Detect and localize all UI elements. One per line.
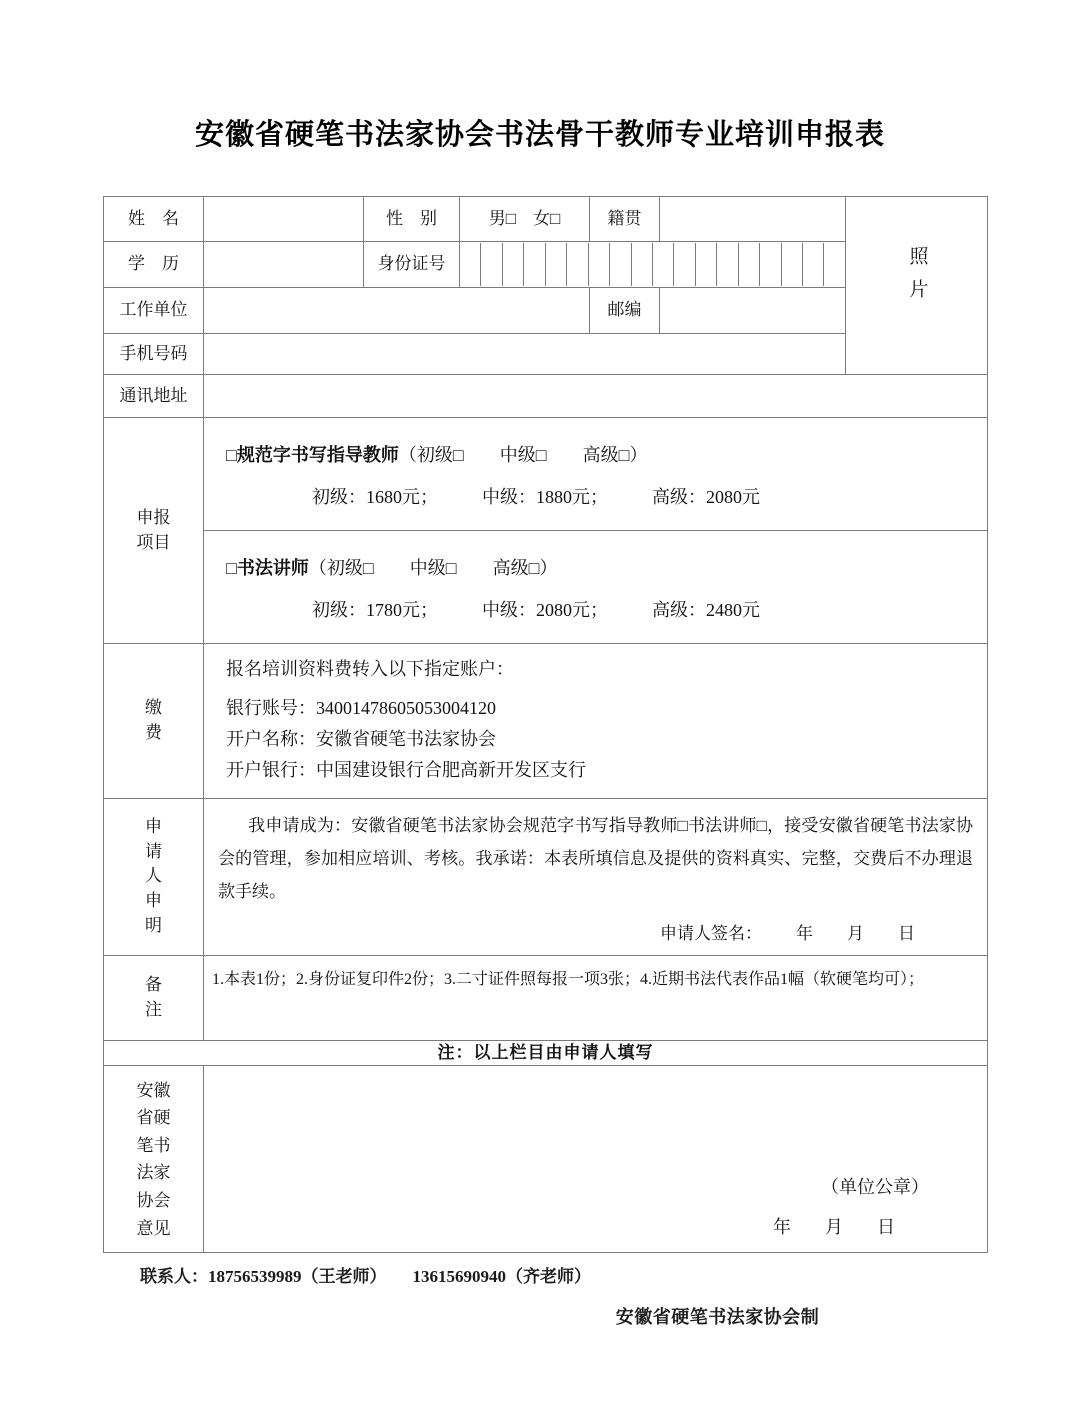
- photo-label: 照片: [906, 245, 928, 312]
- payment-cell: [204, 644, 988, 799]
- label-id-number: 身份证号: [364, 242, 460, 288]
- id-number-box[interactable]: [481, 243, 502, 286]
- id-number-box[interactable]: [460, 243, 481, 286]
- id-number-box[interactable]: [782, 243, 803, 286]
- opinion-date-line[interactable]: [773, 1214, 895, 1240]
- declaration-cell: [204, 798, 988, 955]
- photo-placeholder: [846, 197, 988, 375]
- declaration-month: 月: [847, 924, 864, 944]
- table-row-note: [104, 1040, 988, 1066]
- note-applicant-fills-above: 注：以上栏目由申请人填写: [104, 1040, 988, 1066]
- opinion-day: 日: [877, 1217, 895, 1238]
- id-number-box[interactable]: [674, 243, 695, 286]
- field-gender-options[interactable]: 男□ 女□: [460, 197, 590, 242]
- project-1-fee-primary: 初级：1680元；: [312, 487, 438, 508]
- opinion-official-stamp-label: （单位公章）: [821, 1177, 929, 1198]
- contact-phone-2: 13615690940（齐老师）: [412, 1267, 591, 1286]
- field-native-place-value[interactable]: [660, 197, 846, 242]
- project-item-1-line[interactable]: [204, 442, 987, 468]
- project-item-1-fees: [204, 484, 987, 510]
- table-row-opinion: [104, 1066, 988, 1253]
- id-number-box[interactable]: [546, 243, 567, 286]
- project-2-levels[interactable]: （初级□ 中级□ 高级□）: [308, 558, 558, 578]
- label-application-project-text: 申报 项目: [136, 507, 171, 552]
- label-gender: 性 别: [364, 197, 460, 242]
- table-row-remarks: [104, 955, 988, 1040]
- table-row-project-2: [104, 531, 988, 644]
- declaration-signature-line[interactable]: [204, 922, 987, 947]
- project-item-2-fees: [204, 597, 987, 623]
- table-row-payment: [104, 644, 988, 799]
- project-1-fee-advanced: 高级：2080元: [652, 487, 760, 508]
- label-education: 学 历: [104, 242, 204, 288]
- id-number-box[interactable]: [610, 243, 631, 286]
- id-number-box[interactable]: [653, 243, 674, 286]
- contact-phone-1: 18756539989（王老师）: [208, 1267, 387, 1286]
- id-number-box[interactable]: [760, 243, 781, 286]
- declaration-year: 年: [796, 924, 813, 944]
- remarks-cell: [204, 955, 988, 1040]
- label-association-opinion-text: 安徽 省硬 笔书 法家 协会 意见: [136, 1080, 171, 1238]
- payment-bank-name: 开户银行：中国建设银行合肥高新开发区支行: [226, 759, 586, 780]
- payment-account-name: 开户名称：安徽省硬笔书法家协会: [226, 728, 496, 749]
- payment-details: [204, 644, 987, 798]
- page-title: 安徽省硬笔书法家协会书法骨干教师专业培训申报表: [194, 119, 885, 151]
- field-postcode-value[interactable]: [660, 288, 846, 334]
- id-number-box[interactable]: [503, 243, 524, 286]
- table-row-name: [104, 197, 988, 242]
- label-address: 通讯地址: [104, 375, 204, 418]
- project-item-2-line[interactable]: [204, 555, 987, 581]
- field-id-number-boxes[interactable]: [460, 242, 846, 288]
- declaration-signature-label: 申请人签名：: [660, 924, 762, 944]
- label-association-opinion: [104, 1066, 204, 1253]
- project-2-fee-primary: 初级：1780元；: [312, 600, 438, 621]
- payment-bank-account: 银行账号：34001478605053004120: [226, 697, 496, 718]
- issuer-line: 安徽省硬笔书法家协会制: [615, 1307, 820, 1327]
- payment-intro: 报名培训资料费转入以下指定账户：: [226, 659, 514, 679]
- field-mobile-value[interactable]: [204, 334, 846, 375]
- table-row-address: [104, 375, 988, 418]
- id-number-box[interactable]: [824, 243, 844, 286]
- project-2-fee-advanced: 高级：2480元: [652, 600, 760, 621]
- application-form-table: [103, 196, 988, 1253]
- label-payment-text: 缴 费: [145, 698, 162, 742]
- id-number-box[interactable]: [739, 243, 760, 286]
- project-1-checkbox[interactable]: □: [226, 445, 237, 465]
- contact-line: [140, 1262, 591, 1287]
- remarks-text: 1.本表1份；2.身份证复印件2份；3.二寸证件照每报一项3张；4.近期书法代表作品1幅（软硬笔均可）；: [212, 970, 925, 988]
- project-1-fee-intermediate: 中级：1880元；: [482, 487, 608, 508]
- declaration-text: 我申请成为：安徽省硬笔书法家协会规范字书写指导教师□书法讲师□，接受安徽省硬笔书法家协会的管理，参加相应培训、考核。我承诺：本表所填信息及提供的资料真实、完整，交费后不办理退款手续。: [218, 815, 973, 902]
- label-remarks: [104, 955, 204, 1040]
- label-application-project: [104, 418, 204, 644]
- field-education-value[interactable]: [204, 242, 364, 288]
- table-row-declaration: [104, 798, 988, 955]
- id-number-box[interactable]: [589, 243, 610, 286]
- label-name: 姓 名: [104, 197, 204, 242]
- id-number-box[interactable]: [632, 243, 653, 286]
- contact-label: 联系人：: [140, 1267, 208, 1286]
- label-remarks-text: 备 注: [145, 975, 162, 1019]
- project-1-name: 规范字书写指导教师: [236, 445, 399, 465]
- label-native-place: 籍贯: [590, 197, 660, 242]
- project-item-1-cell[interactable]: [204, 418, 988, 531]
- label-declaration-text: 申 请 人 申 明: [145, 817, 162, 935]
- table-row-project-1: [104, 418, 988, 531]
- opinion-write-area[interactable]: [204, 1066, 987, 1252]
- opinion-year: 年: [773, 1217, 791, 1238]
- label-payment: [104, 644, 204, 799]
- field-address-value[interactable]: [204, 375, 988, 418]
- label-postcode: 邮编: [590, 288, 660, 334]
- project-2-fee-intermediate: 中级：2080元；: [482, 600, 608, 621]
- field-name-value[interactable]: [204, 197, 364, 242]
- project-item-2-cell[interactable]: [204, 531, 988, 644]
- project-2-checkbox[interactable]: □: [226, 558, 237, 578]
- label-work-unit: 工作单位: [104, 288, 204, 334]
- project-2-name: 书法讲师: [236, 558, 309, 578]
- opinion-cell[interactable]: [204, 1066, 988, 1253]
- id-number-box[interactable]: [567, 243, 588, 286]
- label-declaration: [104, 798, 204, 955]
- opinion-month: 月: [825, 1217, 843, 1238]
- id-number-box-group[interactable]: [460, 243, 845, 286]
- field-work-unit-value[interactable]: [204, 288, 590, 334]
- id-number-box[interactable]: [717, 243, 738, 286]
- declaration-text-block: [204, 799, 987, 916]
- id-number-box[interactable]: [524, 243, 545, 286]
- id-number-box[interactable]: [696, 243, 717, 286]
- project-1-levels[interactable]: （初级□ 中级□ 高级□）: [398, 445, 648, 465]
- declaration-day: 日: [898, 924, 915, 944]
- label-mobile: 手机号码: [104, 334, 204, 375]
- id-number-box[interactable]: [803, 243, 824, 286]
